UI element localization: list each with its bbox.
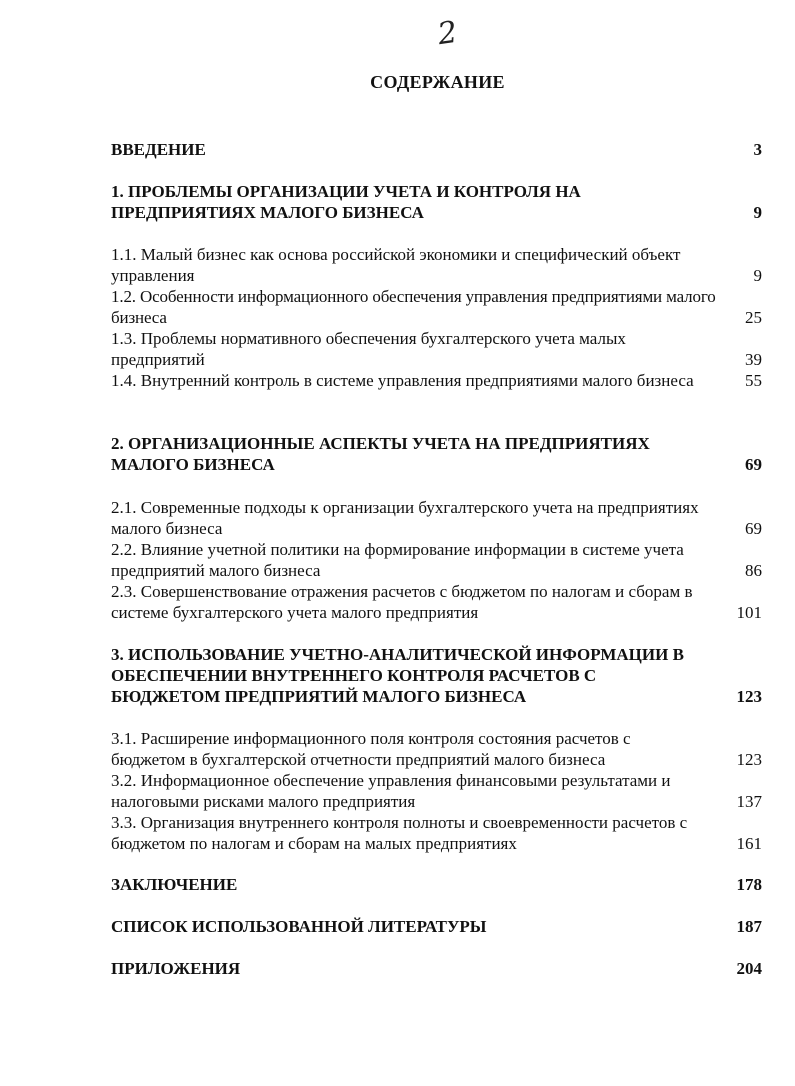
- toc-entry-page: 3: [753, 140, 762, 159]
- toc-entry-text: 3. ИСПОЛЬЗОВАНИЕ УЧЕТНО-АНАЛИТИЧЕСКОЙ ИНФОРМАЦИИ В ОБЕСПЕЧЕНИИ ВНУТРЕННЕГО КОНТРОЛЯ РАСЧЕТОВ С БЮДЖЕТОМ ПРЕДПРИЯТИЙ МАЛОГО БИЗНЕСА: [111, 645, 684, 706]
- toc-entry-section-3-1: [111, 728, 762, 770]
- toc-entry-text: 1.2. Особенности информационного обеспечения управления предприятиями малого бизнеса: [111, 287, 716, 327]
- toc-entry-appendices: [111, 958, 762, 979]
- toc-entry-text: ВВЕДЕНИЕ: [111, 140, 206, 159]
- toc-entry-page: 137: [736, 792, 762, 811]
- toc-entry-section-1-1: [111, 244, 762, 286]
- toc-entry-text: ЗАКЛЮЧЕНИЕ: [111, 875, 238, 894]
- toc-entry-page: 55: [745, 371, 762, 390]
- toc-entry-section-1-4: [111, 370, 762, 391]
- toc-entry-page: 187: [736, 917, 762, 936]
- toc-entry-introduction: [111, 139, 762, 160]
- toc-entry-page: 25: [745, 308, 762, 327]
- toc-entry-conclusion: [111, 874, 762, 895]
- toc-entry-page: 204: [736, 959, 762, 978]
- toc-entry-page: 101: [736, 603, 762, 622]
- toc-entry-text: 3.2. Информационное обеспечение управления финансовыми результатами и налоговыми рисками малого предприятия: [111, 771, 671, 811]
- toc-entry-page: 69: [745, 519, 762, 538]
- page-title: СОДЕРЖАНИЕ: [370, 72, 505, 92]
- toc-entry-text: 2.1. Современные подходы к организации бухгалтерского учета на предприятиях малого бизнеса: [111, 498, 699, 538]
- toc-entry-chapter-2: [111, 433, 762, 475]
- toc-entry-section-3-2: [111, 770, 762, 812]
- toc-entry-text: 1. ПРОБЛЕМЫ ОРГАНИЗАЦИИ УЧЕТА И КОНТРОЛЯ НА ПРЕДПРИЯТИЯХ МАЛОГО БИЗНЕСА: [111, 182, 581, 222]
- toc-entry-text: 3.3. Организация внутреннего контроля полноты и своевременности расчетов с бюджетом по налогам и сборам на малых предприятиях: [111, 813, 688, 853]
- toc-entry-text: 2. ОРГАНИЗАЦИОННЫЕ АСПЕКТЫ УЧЕТА НА ПРЕДПРИЯТИЯХ МАЛОГО БИЗНЕСА: [111, 434, 650, 474]
- toc-entry-chapter-1: [111, 181, 762, 223]
- toc-entry-section-1-3: [111, 328, 762, 370]
- toc-entry-page: 9: [753, 203, 762, 222]
- toc-entry-section-2-1: [111, 497, 762, 539]
- toc-entry-text: 1.4. Внутренний контроль в системе управления предприятиями малого бизнеса: [111, 371, 694, 390]
- handwritten-page-number: 2: [435, 14, 460, 53]
- toc-entry-text: СПИСОК ИСПОЛЬЗОВАННОЙ ЛИТЕРАТУРЫ: [111, 917, 487, 936]
- toc-entry-section-3-3: [111, 812, 762, 854]
- toc-entry-text: 1.1. Малый бизнес как основа российской экономики и специфический объект управления: [111, 245, 681, 285]
- toc-entry-page: 39: [745, 350, 762, 369]
- toc-entry-text: 2.3. Совершенствование отражения расчетов с бюджетом по налогам и сборам в системе бухгалтерского учета малого предприятия: [111, 582, 693, 622]
- toc-entry-text: 2.2. Влияние учетной политики на формирование информации в системе учета предприятий малого бизнеса: [111, 540, 684, 580]
- toc-entry-section-2-3: [111, 581, 762, 623]
- toc-entry-section-2-2: [111, 539, 762, 581]
- toc-entry-page: 178: [736, 875, 762, 894]
- toc-entry-text: 1.3. Проблемы нормативного обеспечения бухгалтерского учета малых предприятий: [111, 329, 626, 369]
- toc-entry-page: 9: [753, 266, 762, 285]
- toc-entry-page: 69: [745, 455, 762, 474]
- toc-entry-page: 123: [736, 687, 762, 706]
- toc-entry-chapter-3: [111, 644, 762, 707]
- toc-entry-section-1-2: [111, 286, 762, 328]
- toc-entry-bibliography: [111, 916, 762, 937]
- toc-entry-page: 161: [736, 834, 762, 853]
- toc-entry-page: 123: [736, 750, 762, 769]
- toc-entry-page: 86: [745, 561, 762, 580]
- toc-entry-text: 3.1. Расширение информационного поля контроля состояния расчетов с бюджетом в бухгалтерской отчетности предприятий малого бизнеса: [111, 729, 631, 769]
- toc-entry-text: ПРИЛОЖЕНИЯ: [111, 959, 241, 978]
